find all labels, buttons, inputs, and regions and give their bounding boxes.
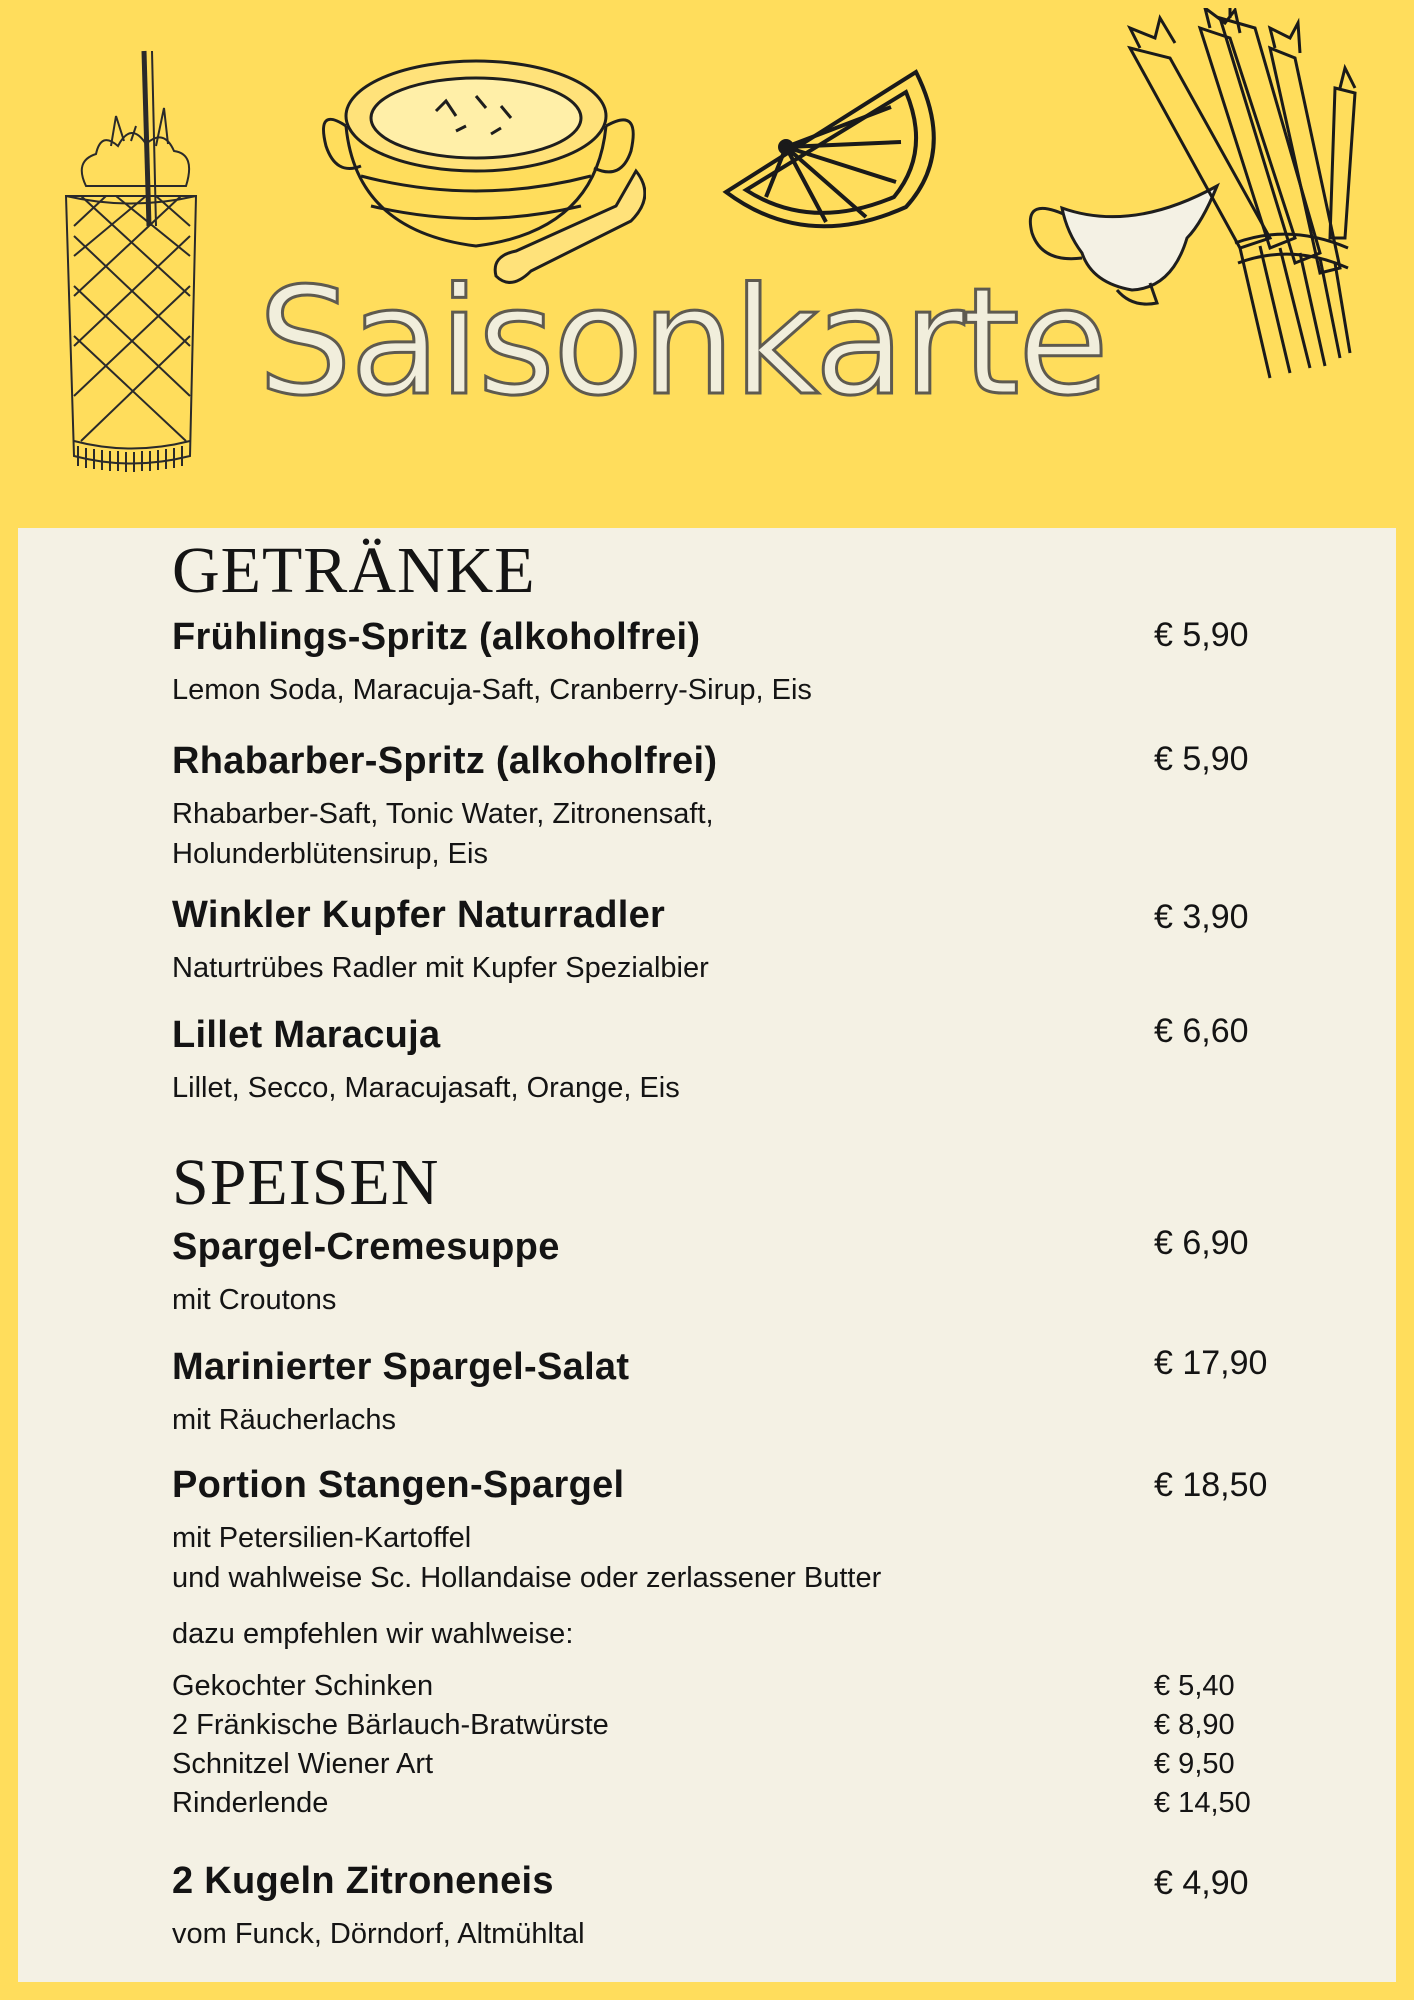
cocktail-glass-icon <box>56 46 208 486</box>
menu-item-name: Frühlings-Spritz (alkoholfrei) <box>172 616 701 658</box>
menu-item-price: € 3,90 <box>1154 898 1249 936</box>
addon-name: Rinderlende <box>172 1787 329 1819</box>
menu-item-description <box>172 794 1072 874</box>
menu-item-price: € 4,90 <box>1154 1864 1249 1902</box>
section-title-getraenke: GETRÄNKE <box>172 534 536 607</box>
menu-item-price: € 18,50 <box>1154 1466 1268 1504</box>
menu-item-description: Lemon Soda, Maracuja-Saft, Cranberry-Sirup, Eis <box>172 674 812 706</box>
lemon-slice-icon <box>716 52 946 252</box>
menu-item-price: € 17,90 <box>1154 1344 1268 1382</box>
description-line: mit Petersilien-Kartoffel <box>172 1522 472 1554</box>
menu-item-name: Lillet Maracuja <box>172 1014 441 1056</box>
menu-item-description: vom Funck, Dörndorf, Altmühltal <box>172 1918 585 1950</box>
menu-item-name: Portion Stangen-Spargel <box>172 1464 625 1506</box>
addon-name: Schnitzel Wiener Art <box>172 1748 434 1780</box>
section-title-speisen: SPEISEN <box>172 1146 440 1219</box>
menu-panel <box>18 528 1396 1982</box>
addon-price: € 9,50 <box>1154 1748 1235 1780</box>
menu-item-description: Lillet, Secco, Maracujasaft, Orange, Eis <box>172 1072 680 1104</box>
menu-item-name: Spargel-Cremesuppe <box>172 1226 560 1268</box>
description-line: Holunderblütensirup, Eis <box>172 838 488 870</box>
menu-item-description: mit Räucherlachs <box>172 1404 397 1436</box>
menu-item-description: Naturtrübes Radler mit Kupfer Spezialbier <box>172 952 709 984</box>
menu-item-description: mit Croutons <box>172 1284 337 1316</box>
description-line: Rhabarber-Saft, Tonic Water, Zitronensaft, <box>172 798 714 830</box>
menu-item-name: Marinierter Spargel-Salat <box>172 1346 630 1388</box>
asparagus-bundle-icon <box>1120 8 1360 392</box>
addon-name: 2 Fränkische Bärlauch-Bratwürste <box>172 1709 609 1741</box>
menu-item-name: Winkler Kupfer Naturradler <box>172 894 666 936</box>
menu-item-price: € 6,60 <box>1154 1012 1249 1050</box>
menu-item-price: € 5,90 <box>1154 740 1249 778</box>
addon-price: € 14,50 <box>1154 1787 1251 1819</box>
menu-item-name: Rhabarber-Spritz (alkoholfrei) <box>172 740 718 782</box>
page-title: Saisonkarte <box>258 256 1107 428</box>
description-line: und wahlweise Sc. Hollandaise oder zerlassener Butter <box>172 1562 882 1594</box>
menu-item-name: 2 Kugeln Zitroneneis <box>172 1860 554 1902</box>
addon-price: € 5,40 <box>1154 1670 1235 1702</box>
menu-item-price: € 6,90 <box>1154 1224 1249 1262</box>
addon-price: € 8,90 <box>1154 1709 1235 1741</box>
menu-item-price: € 5,90 <box>1154 616 1249 654</box>
recommendation-label: dazu empfehlen wir wahlweise: <box>172 1618 574 1650</box>
menu-item-description <box>172 1518 1072 1598</box>
addon-name: Gekochter Schinken <box>172 1670 434 1702</box>
